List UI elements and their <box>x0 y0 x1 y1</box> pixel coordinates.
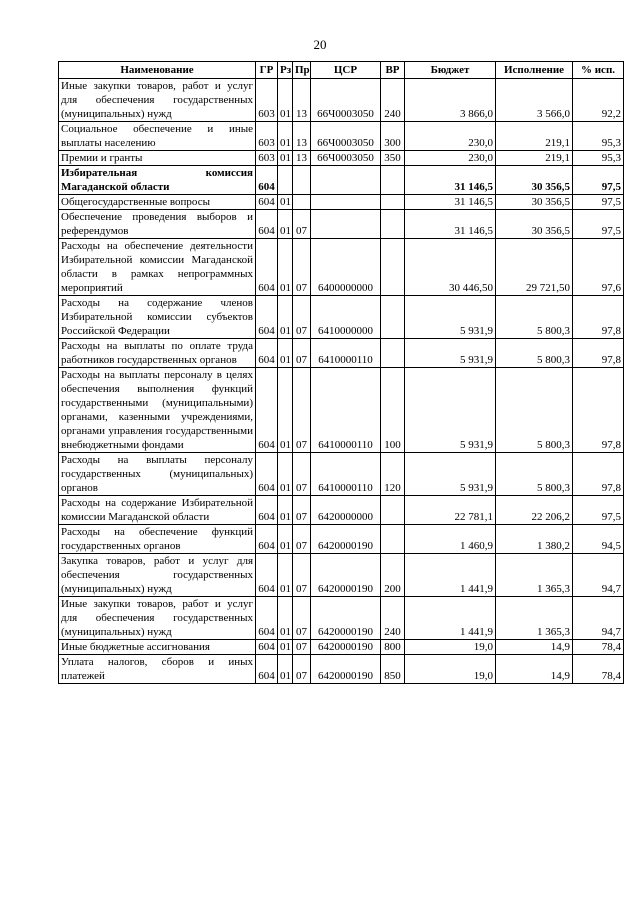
cell-execution: 30 356,5 <box>496 210 573 239</box>
table-header-row <box>59 62 624 79</box>
cell-csr: 66Ч0003050 <box>311 79 381 122</box>
cell-name: Расходы на выплаты персоналу государственных (муниципальных) органов <box>59 453 256 496</box>
table-row <box>59 597 624 640</box>
cell-name: Премии и гранты <box>59 151 256 166</box>
cell-gr: 604 <box>256 554 278 597</box>
cell-rz: 01 <box>278 210 293 239</box>
cell-pr: 07 <box>293 655 311 684</box>
cell-pr <box>293 166 311 195</box>
cell-execution: 5 800,3 <box>496 339 573 368</box>
cell-gr: 604 <box>256 195 278 210</box>
cell-name: Иные закупки товаров, работ и услуг для обеспечения государственных (муниципальных) нужд <box>59 79 256 122</box>
cell-vr: 300 <box>381 122 405 151</box>
cell-execution: 3 566,0 <box>496 79 573 122</box>
cell-pr: 13 <box>293 122 311 151</box>
table-row <box>59 640 624 655</box>
cell-csr: 6420000000 <box>311 496 381 525</box>
cell-percent: 92,2 <box>573 79 624 122</box>
cell-csr: 66Ч0003050 <box>311 151 381 166</box>
cell-name: Расходы на выплаты персоналу в целях обеспечения выполнения функций государственными (муниципальными) органами, казенными учреждениями, органами управления государственными внебюджетными фондами <box>59 368 256 453</box>
cell-rz: 01 <box>278 151 293 166</box>
cell-vr: 240 <box>381 597 405 640</box>
cell-percent: 94,7 <box>573 597 624 640</box>
cell-vr: 850 <box>381 655 405 684</box>
header-budget: Бюджет <box>405 62 496 79</box>
cell-pr: 07 <box>293 525 311 554</box>
cell-rz: 01 <box>278 655 293 684</box>
cell-csr: 6420000190 <box>311 597 381 640</box>
cell-execution: 14,9 <box>496 640 573 655</box>
table-row <box>59 122 624 151</box>
cell-pr: 07 <box>293 296 311 339</box>
cell-pr: 07 <box>293 597 311 640</box>
header-gr: ГР <box>256 62 278 79</box>
cell-vr: 200 <box>381 554 405 597</box>
cell-vr: 240 <box>381 79 405 122</box>
cell-execution: 5 800,3 <box>496 368 573 453</box>
cell-pr: 07 <box>293 640 311 655</box>
cell-csr: 6410000110 <box>311 453 381 496</box>
cell-budget: 5 931,9 <box>405 339 496 368</box>
table-row <box>59 195 624 210</box>
cell-execution: 30 356,5 <box>496 195 573 210</box>
cell-rz: 01 <box>278 525 293 554</box>
cell-percent: 97,6 <box>573 239 624 296</box>
cell-budget: 31 146,5 <box>405 166 496 195</box>
cell-budget: 1 441,9 <box>405 597 496 640</box>
cell-pr: 07 <box>293 496 311 525</box>
cell-rz: 01 <box>278 368 293 453</box>
cell-name: Расходы на содержание Избирательной комиссии Магаданской области <box>59 496 256 525</box>
cell-budget: 5 931,9 <box>405 368 496 453</box>
cell-rz: 01 <box>278 122 293 151</box>
cell-percent: 97,5 <box>573 166 624 195</box>
table-row <box>59 655 624 684</box>
cell-percent: 94,7 <box>573 554 624 597</box>
table-row <box>59 554 624 597</box>
cell-percent: 95,3 <box>573 122 624 151</box>
table-row <box>59 496 624 525</box>
table-row <box>59 453 624 496</box>
cell-budget: 30 446,50 <box>405 239 496 296</box>
table-row <box>59 525 624 554</box>
header-vr: ВР <box>381 62 405 79</box>
cell-csr: 6410000110 <box>311 339 381 368</box>
budget-execution-table <box>58 61 624 684</box>
cell-pr: 07 <box>293 339 311 368</box>
header-execution: Исполнение <box>496 62 573 79</box>
cell-budget: 31 146,5 <box>405 195 496 210</box>
cell-gr: 604 <box>256 640 278 655</box>
cell-pr: 13 <box>293 79 311 122</box>
cell-rz: 01 <box>278 296 293 339</box>
table-row <box>59 166 624 195</box>
cell-budget: 230,0 <box>405 122 496 151</box>
cell-percent: 97,5 <box>573 210 624 239</box>
cell-vr <box>381 296 405 339</box>
cell-budget: 19,0 <box>405 655 496 684</box>
table-row <box>59 210 624 239</box>
cell-gr: 604 <box>256 368 278 453</box>
cell-gr: 604 <box>256 339 278 368</box>
cell-budget: 22 781,1 <box>405 496 496 525</box>
cell-gr: 603 <box>256 79 278 122</box>
cell-percent: 97,8 <box>573 339 624 368</box>
cell-execution: 219,1 <box>496 122 573 151</box>
cell-rz: 01 <box>278 640 293 655</box>
cell-execution: 14,9 <box>496 655 573 684</box>
cell-percent: 97,8 <box>573 368 624 453</box>
cell-vr: 120 <box>381 453 405 496</box>
cell-csr <box>311 166 381 195</box>
cell-gr: 604 <box>256 296 278 339</box>
cell-rz: 01 <box>278 79 293 122</box>
cell-csr <box>311 195 381 210</box>
cell-name: Общегосударственные вопросы <box>59 195 256 210</box>
cell-budget: 230,0 <box>405 151 496 166</box>
cell-budget: 19,0 <box>405 640 496 655</box>
cell-budget: 1 460,9 <box>405 525 496 554</box>
cell-percent: 97,8 <box>573 453 624 496</box>
header-name: Наименование <box>59 62 256 79</box>
cell-percent: 78,4 <box>573 640 624 655</box>
cell-gr: 604 <box>256 655 278 684</box>
cell-csr: 6420000190 <box>311 554 381 597</box>
cell-csr: 6410000110 <box>311 368 381 453</box>
cell-name: Иные бюджетные ассигнования <box>59 640 256 655</box>
cell-rz: 01 <box>278 195 293 210</box>
cell-budget: 3 866,0 <box>405 79 496 122</box>
cell-vr <box>381 239 405 296</box>
header-csr: ЦСР <box>311 62 381 79</box>
cell-name: Расходы на выплаты по оплате труда работников государственных органов <box>59 339 256 368</box>
cell-csr: 6420000190 <box>311 525 381 554</box>
table-row <box>59 339 624 368</box>
cell-name: Закупка товаров, работ и услуг для обеспечения государственных (муниципальных) нужд <box>59 554 256 597</box>
cell-vr <box>381 210 405 239</box>
cell-vr: 100 <box>381 368 405 453</box>
cell-execution: 30 356,5 <box>496 166 573 195</box>
cell-name: Уплата налогов, сборов и иных платежей <box>59 655 256 684</box>
cell-name: Иные закупки товаров, работ и услуг для обеспечения государственных (муниципальных) нужд <box>59 597 256 640</box>
cell-rz: 01 <box>278 453 293 496</box>
cell-gr: 604 <box>256 453 278 496</box>
cell-vr: 350 <box>381 151 405 166</box>
cell-vr: 800 <box>381 640 405 655</box>
cell-rz: 01 <box>278 597 293 640</box>
cell-pr: 13 <box>293 151 311 166</box>
cell-execution: 29 721,50 <box>496 239 573 296</box>
cell-rz: 01 <box>278 554 293 597</box>
cell-execution: 219,1 <box>496 151 573 166</box>
cell-pr: 07 <box>293 239 311 296</box>
cell-budget: 31 146,5 <box>405 210 496 239</box>
cell-execution: 1 380,2 <box>496 525 573 554</box>
cell-budget: 5 931,9 <box>405 296 496 339</box>
cell-csr: 66Ч0003050 <box>311 122 381 151</box>
cell-gr: 603 <box>256 122 278 151</box>
cell-pr: 07 <box>293 453 311 496</box>
table-row <box>59 368 624 453</box>
table-row <box>59 239 624 296</box>
cell-rz <box>278 166 293 195</box>
cell-vr <box>381 195 405 210</box>
cell-name: Социальное обеспечение и иные выплаты населению <box>59 122 256 151</box>
cell-execution: 1 365,3 <box>496 597 573 640</box>
cell-gr: 604 <box>256 525 278 554</box>
cell-rz: 01 <box>278 239 293 296</box>
cell-percent: 97,8 <box>573 296 624 339</box>
page-number: 20 <box>313 37 327 52</box>
cell-gr: 604 <box>256 239 278 296</box>
header-pr: Пр <box>293 62 311 79</box>
cell-vr <box>381 166 405 195</box>
cell-execution: 22 206,2 <box>496 496 573 525</box>
cell-percent: 78,4 <box>573 655 624 684</box>
cell-gr: 604 <box>256 166 278 195</box>
table-row <box>59 296 624 339</box>
cell-csr: 6410000000 <box>311 296 381 339</box>
cell-name: Избирательная комиссия Магаданской области <box>59 166 256 195</box>
cell-percent: 97,5 <box>573 496 624 525</box>
cell-csr: 6400000000 <box>311 239 381 296</box>
cell-pr: 07 <box>293 210 311 239</box>
cell-execution: 1 365,3 <box>496 554 573 597</box>
cell-gr: 603 <box>256 151 278 166</box>
cell-name: Расходы на обеспечение функций государственных органов <box>59 525 256 554</box>
cell-rz: 01 <box>278 496 293 525</box>
cell-budget: 1 441,9 <box>405 554 496 597</box>
cell-vr <box>381 496 405 525</box>
cell-vr <box>381 339 405 368</box>
cell-gr: 604 <box>256 597 278 640</box>
cell-execution: 5 800,3 <box>496 453 573 496</box>
header-rz: Рз <box>278 62 293 79</box>
cell-pr: 07 <box>293 368 311 453</box>
cell-percent: 94,5 <box>573 525 624 554</box>
table-row <box>59 79 624 122</box>
cell-csr <box>311 210 381 239</box>
cell-pr <box>293 195 311 210</box>
cell-percent: 95,3 <box>573 151 624 166</box>
cell-vr <box>381 525 405 554</box>
cell-rz: 01 <box>278 339 293 368</box>
header-percent: % исп. <box>573 62 624 79</box>
cell-gr: 604 <box>256 210 278 239</box>
cell-gr: 604 <box>256 496 278 525</box>
cell-pr: 07 <box>293 554 311 597</box>
cell-csr: 6420000190 <box>311 655 381 684</box>
cell-name: Расходы на обеспечение деятельности Избирательной комиссии Магаданской области в рамках непрограммных мероприятий <box>59 239 256 296</box>
cell-name: Расходы на содержание членов Избирательной комиссии субъектов Российской Федерации <box>59 296 256 339</box>
cell-name: Обеспечение проведения выборов и референдумов <box>59 210 256 239</box>
cell-csr: 6420000190 <box>311 640 381 655</box>
cell-execution: 5 800,3 <box>496 296 573 339</box>
cell-budget: 5 931,9 <box>405 453 496 496</box>
cell-percent: 97,5 <box>573 195 624 210</box>
table-row <box>59 151 624 166</box>
